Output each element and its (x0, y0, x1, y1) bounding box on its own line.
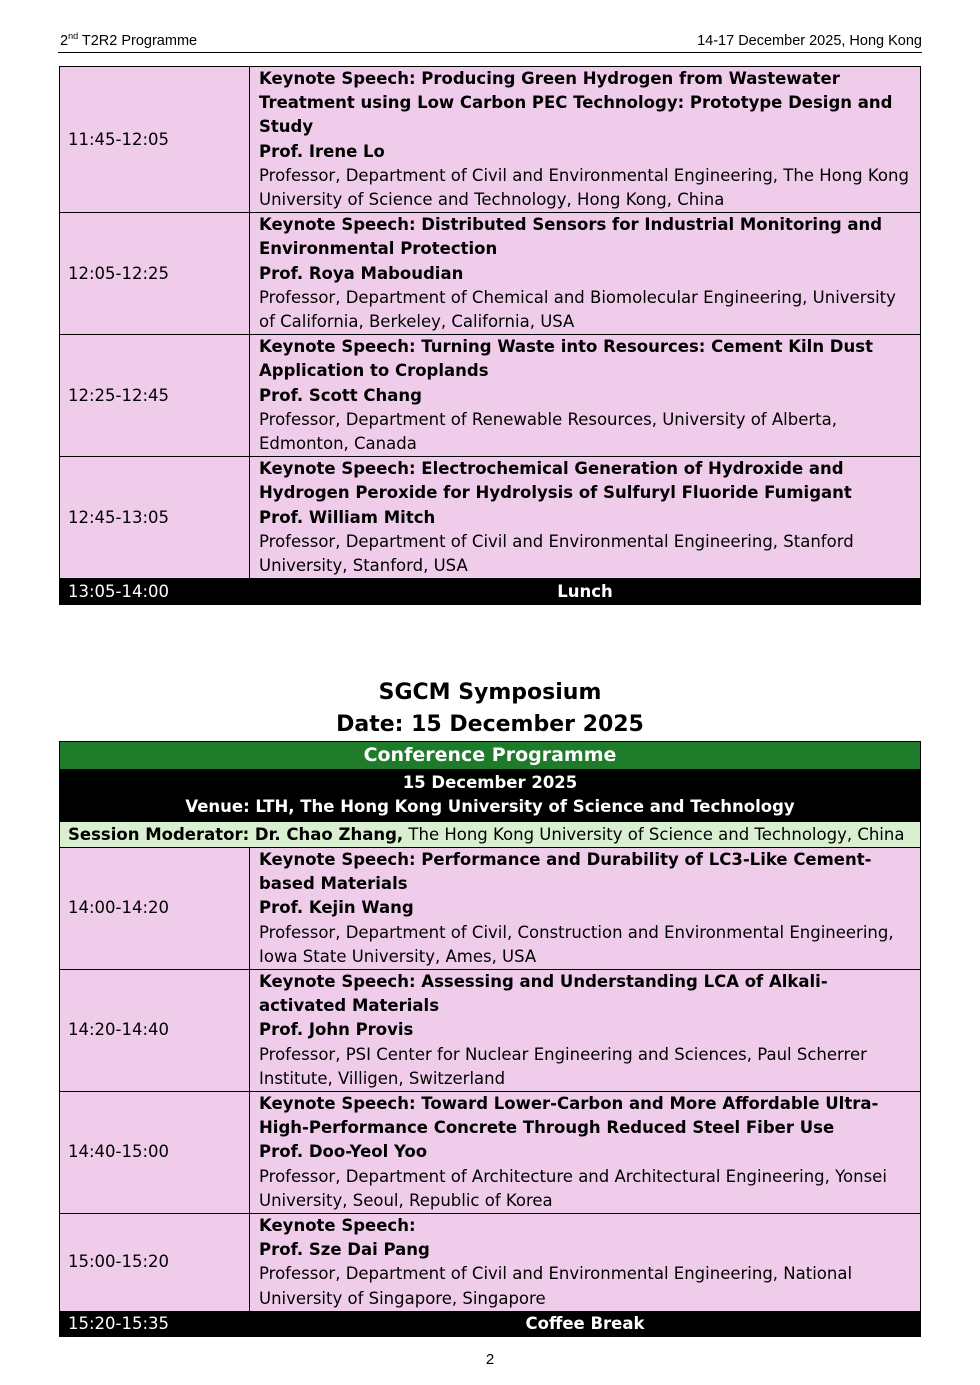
session-moderator-cell (60, 822, 921, 848)
programme-day: 15 December 2025 (402, 773, 578, 792)
break-label: Lunch (250, 579, 921, 605)
conference-programme-label: Conference Programme (60, 742, 921, 770)
speaker-name: Prof. Kejin Wang (259, 898, 414, 918)
session-details (250, 1092, 921, 1214)
speaker-name: Prof. William Mitch (259, 507, 436, 527)
speaker-affiliation: Professor, PSI Center for Nuclear Engineering and Sciences, Paul Scherrer Institute, Villigen, Switzerland (259, 1044, 867, 1088)
day-venue-cell (60, 770, 921, 822)
break-label: Coffee Break (250, 1311, 921, 1336)
day-venue-header (60, 770, 921, 822)
header-programme-title: 2nd T2R2 Programme (60, 31, 198, 49)
programme-venue: Venue: LTH, The Hong Kong University of Science and Technology (185, 797, 795, 816)
session-details (250, 848, 921, 970)
session-row (60, 848, 921, 970)
session-moderator-row (60, 822, 921, 848)
moderator-name: Session Moderator: Dr. Chao Zhang, (68, 825, 404, 844)
session-time: 11:45-12:05 (60, 67, 250, 213)
session-details (250, 67, 921, 213)
keynote-title: Keynote Speech: Electrochemical Generation of Hydroxide and Hydrogen Peroxide for Hydrolysis of Sulfuryl Fluoride Fumigant (259, 459, 852, 503)
session-details (250, 335, 921, 457)
session-row (60, 67, 921, 213)
session-time: 12:45-13:05 (60, 457, 250, 579)
session-details (250, 457, 921, 579)
session-time: 12:25-12:45 (60, 335, 250, 457)
programme-table-symposium (59, 741, 921, 1337)
speaker-affiliation: Professor, Department of Civil, Construction and Environmental Engineering, Iowa State University, Ames, USA (259, 922, 894, 966)
session-time: 12:05-12:25 (60, 213, 250, 335)
header-date-location: 14-17 December 2025, Hong Kong (697, 33, 922, 49)
speaker-name: Prof. John Provis (259, 1020, 414, 1040)
keynote-title: Keynote Speech: Performance and Durability of LC3-Like Cement-based Materials (259, 850, 872, 894)
conference-programme-header (60, 742, 921, 770)
session-details (250, 970, 921, 1092)
session-time: 15:00-15:20 (60, 1214, 250, 1312)
symposium-date: Date: 15 December 2025 (336, 712, 644, 737)
session-row (60, 1214, 921, 1312)
keynote-title: Keynote Speech: Toward Lower-Carbon and More Affordable Ultra-High-Performance Concrete Through Reduced Steel Fiber Use (259, 1094, 879, 1138)
session-row (60, 213, 921, 335)
break-time: 13:05-14:00 (60, 579, 250, 605)
speaker-name: Prof. Sze Dai Pang (259, 1240, 430, 1260)
speaker-name: Prof. Irene Lo (259, 141, 385, 161)
session-time: 14:00-14:20 (60, 848, 250, 970)
session-time: 14:40-15:00 (60, 1092, 250, 1214)
session-row (60, 970, 921, 1092)
coffee-break-row (60, 1311, 921, 1336)
keynote-title: Keynote Speech: Producing Green Hydrogen from Wastewater Treatment using Low Carbon PEC Technology: Prototype Design and Study (259, 69, 893, 137)
lunch-break-row (60, 579, 921, 605)
speaker-name: Prof. Roya Maboudian (259, 263, 464, 283)
session-row (60, 335, 921, 457)
page-number: 2 (485, 1351, 495, 1368)
speaker-affiliation: Professor, Department of Civil and Environmental Engineering, National University of Singapore, Singapore (259, 1264, 853, 1308)
speaker-affiliation: Professor, Department of Chemical and Biomolecular Engineering, University of California, Berkeley, California, USA (259, 287, 896, 332)
speaker-affiliation: Professor, Department of Civil and Environmental Engineering, Stanford University, Stanford, USA (259, 531, 854, 576)
speaker-name: Prof. Doo-Yeol Yoo (259, 1142, 428, 1162)
speaker-affiliation: Professor, Department of Architecture and Architectural Engineering, Yonsei University, Seoul, Republic of Korea (259, 1166, 887, 1210)
keynote-title: Keynote Speech: Assessing and Understanding LCA of Alkali-activated Materials (259, 972, 828, 1016)
keynote-title: Keynote Speech: Distributed Sensors for Industrial Monitoring and Environmental Protection (259, 215, 883, 259)
session-details (250, 1214, 921, 1312)
session-details (250, 213, 921, 335)
speaker-name: Prof. Scott Chang (259, 385, 422, 405)
session-time: 14:20-14:40 (60, 970, 250, 1092)
keynote-title: Keynote Speech: (259, 1216, 416, 1236)
speaker-affiliation: Professor, Department of Renewable Resources, University of Alberta, Edmonton, Canada (259, 409, 837, 454)
session-row (60, 457, 921, 579)
page-header (58, 30, 922, 53)
session-row (60, 1092, 921, 1214)
speaker-affiliation: Professor, Department of Civil and Environmental Engineering, The Hong Kong University of Science and Technology, Hong Kong, China (259, 165, 909, 210)
moderator-affiliation: The Hong Kong University of Science and Technology, China (403, 825, 905, 844)
keynote-title: Keynote Speech: Turning Waste into Resources: Cement Kiln Dust Application to Croplands (259, 337, 873, 381)
programme-table-morning (59, 66, 921, 605)
symposium-title: SGCM Symposium (378, 680, 602, 705)
break-time: 15:20-15:35 (60, 1311, 250, 1336)
